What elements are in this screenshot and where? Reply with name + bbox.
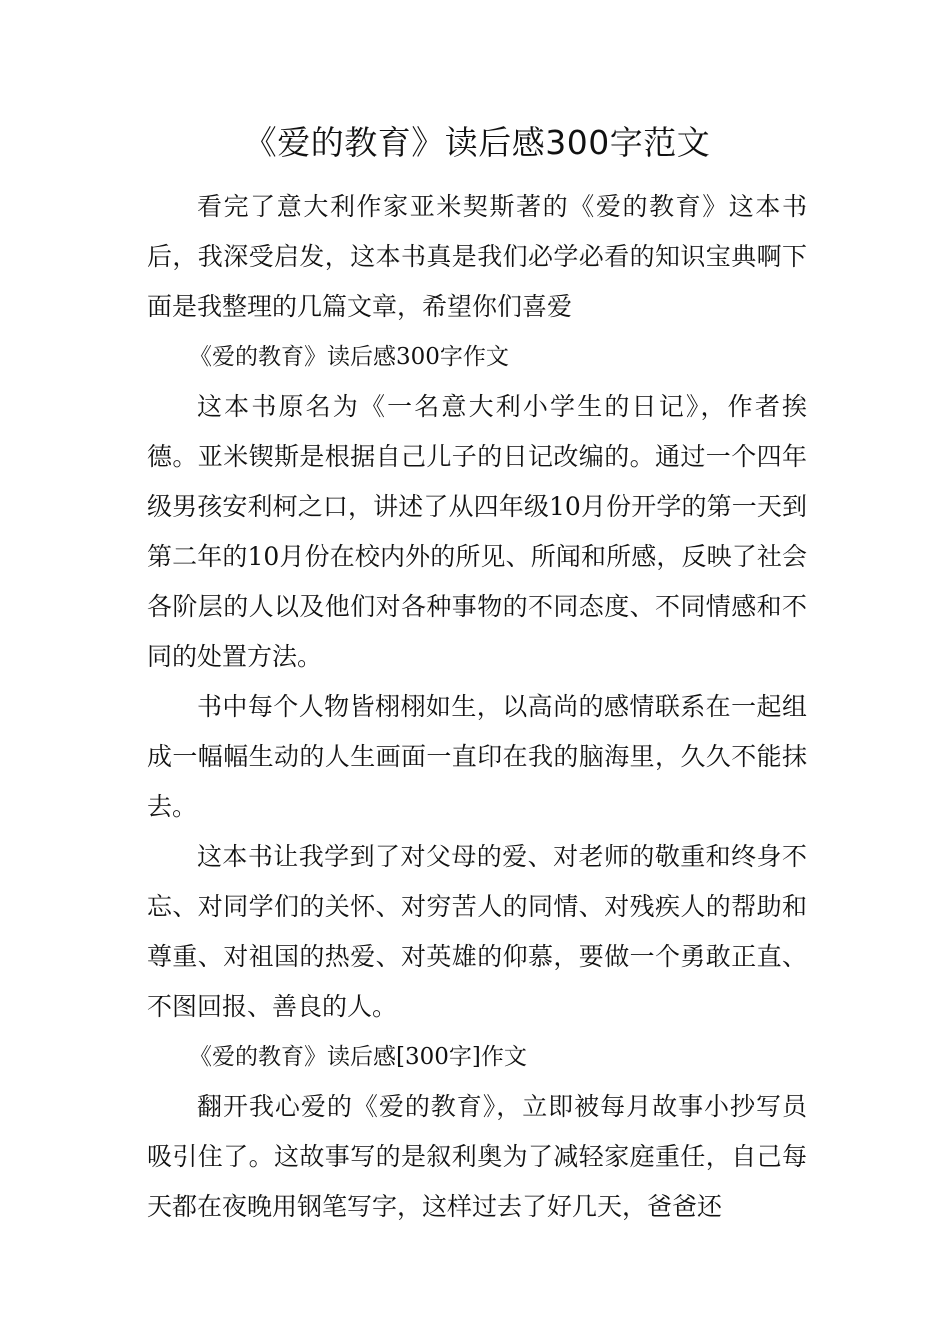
section-1-paragraph-2: 书中每个人物皆栩栩如生，以高尚的感情联系在一起组成一幅幅生动的人生画面一直印在我的脑海里，久久不能抹去。 (147, 692, 807, 821)
section-1-paragraph-3: 这本书让我学到了对父母的爱、对老师的敬重和终身不忘、对同学们的关怀、对穷苦人的同情、对残疾人的帮助和尊重、对祖国的热爱、对英雄的仰慕，要做一个勇敢正直、不图回报、善良的人。 (147, 842, 807, 1021)
section-1-heading: 《爱的教育》读后感300字作文 (189, 344, 509, 370)
section-2-paragraph-1: 翻开我心爱的《爱的教育》，立即被每月故事小抄写员吸引住了。这故事写的是叙利奥为了减轻家庭重任，自己每天都在夜晚用钢笔写字，这样过去了好几天，爸爸还 (147, 1092, 807, 1221)
document-page (147, 118, 807, 1232)
intro-paragraph: 看完了意大利作家亚米契斯著的《爱的教育》这本书后，我深受启发，这本书真是我们必学必看的知识宝典啊下面是我整理的几篇文章，希望你们喜爱 (147, 192, 807, 321)
section-1-paragraph-1: 这本书原名为《一名意大利小学生的日记》，作者挨德。亚米锲斯是根据自己儿子的日记改编的。通过一个四年级男孩安利柯之口，讲述了从四年级10月份开学的第一天到第二年的10月份在校内外的所见、所闻和所感，反映了社会各阶层的人以及他们对各种事物的不同态度、不同情感和不同的处置方法。 (147, 392, 807, 671)
document-title: 《爱的教育》读后感300字范文 (243, 123, 711, 162)
section-2-heading: 《爱的教育》读后感[300字]作文 (189, 1044, 527, 1070)
